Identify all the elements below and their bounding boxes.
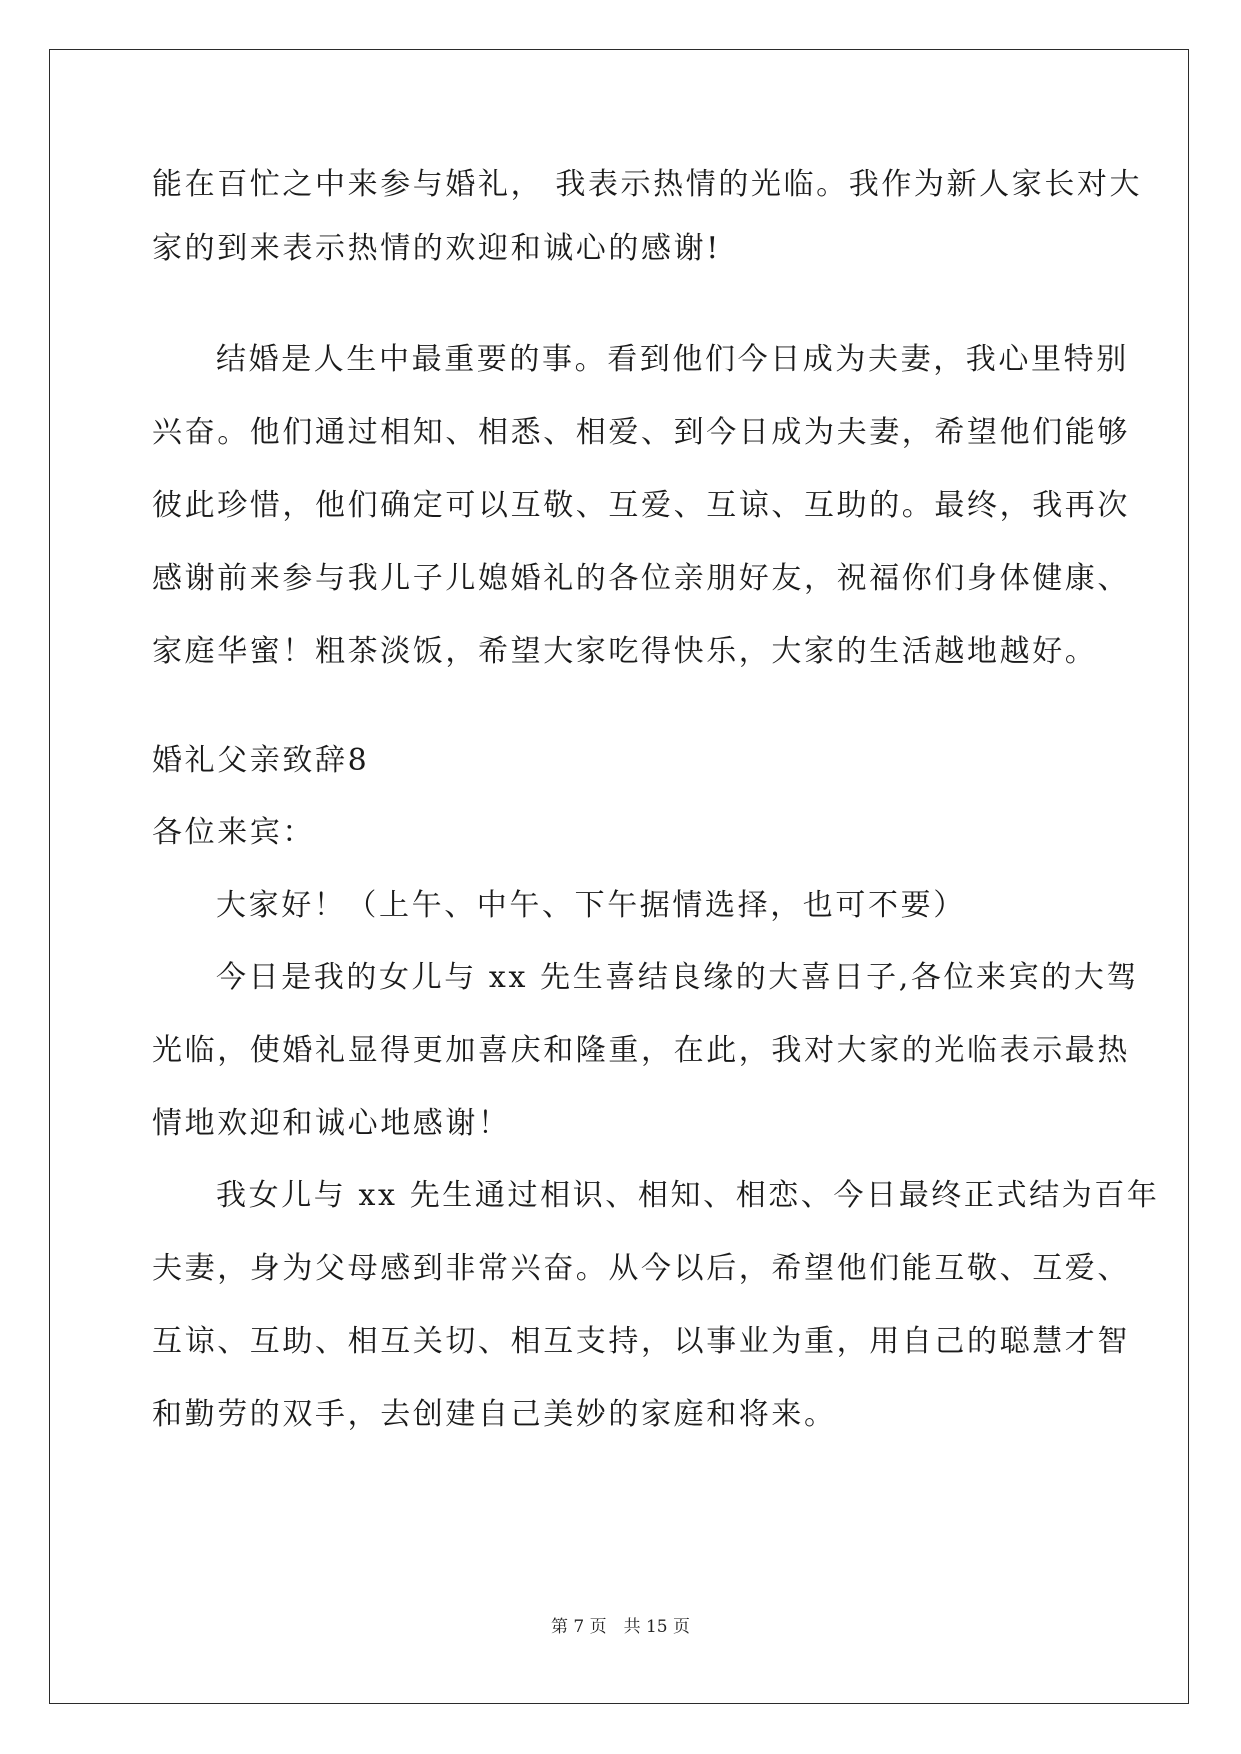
- paragraph-line: 感谢前来参与我儿子儿媳婚礼的各位亲朋好友，祝福你们身体健康、: [152, 561, 1130, 596]
- paragraph-line: 今日是我的女儿与 xx 先生喜结良缘的大喜日子,各位来宾的大驾: [216, 960, 1140, 995]
- page-number-footer: 第 7 页 共 15 页: [550, 1617, 691, 1637]
- section-heading: 婚礼父亲致辞8: [152, 743, 370, 778]
- paragraph-line: 光临，使婚礼显得更加喜庆和隆重，在此，我对大家的光临表示最热: [152, 1033, 1130, 1068]
- paragraph-line: 结婚是人生中最重要的事。看到他们今日成为夫妻，我心里特别: [216, 342, 1129, 377]
- paragraph-line: 夫妻，身为父母感到非常兴奋。从今以后，希望他们能互敬、互爱、: [152, 1251, 1130, 1286]
- paragraph-line: 家的到来表示热情的欢迎和诚心的感谢!: [152, 231, 721, 266]
- paragraph-line: 互谅、互助、相互关切、相互支持，以事业为重，用自己的聪慧才智: [152, 1324, 1130, 1359]
- page-border: [49, 49, 1189, 1704]
- paragraph-line: 和勤劳的双手，去创建自己美妙的家庭和将来。: [152, 1397, 837, 1432]
- paragraph-line: 大家好！（上午、中午、下午据情选择，也可不要）: [216, 888, 966, 923]
- paragraph-line: 彼此珍惜，他们确定可以互敬、互爱、互谅、互助的。最终，我再次: [152, 488, 1130, 523]
- paragraph-line: 能在百忙之中来参与婚礼， 我表示热情的光临。我作为新人家长对大: [152, 167, 1143, 202]
- paragraph-line: 家庭华蜜！粗茶淡饭，希望大家吃得快乐，大家的生活越地越好。: [152, 634, 1098, 669]
- paragraph-line: 情地欢迎和诚心地感谢！: [152, 1106, 511, 1141]
- salutation: 各位来宾：: [152, 815, 315, 850]
- paragraph-line: 兴奋。他们通过相知、相悉、相爱、到今日成为夫妻，希望他们能够: [152, 415, 1130, 450]
- paragraph-line: 我女儿与 xx 先生通过相识、相知、相恋、今日最终正式结为百年: [216, 1178, 1160, 1213]
